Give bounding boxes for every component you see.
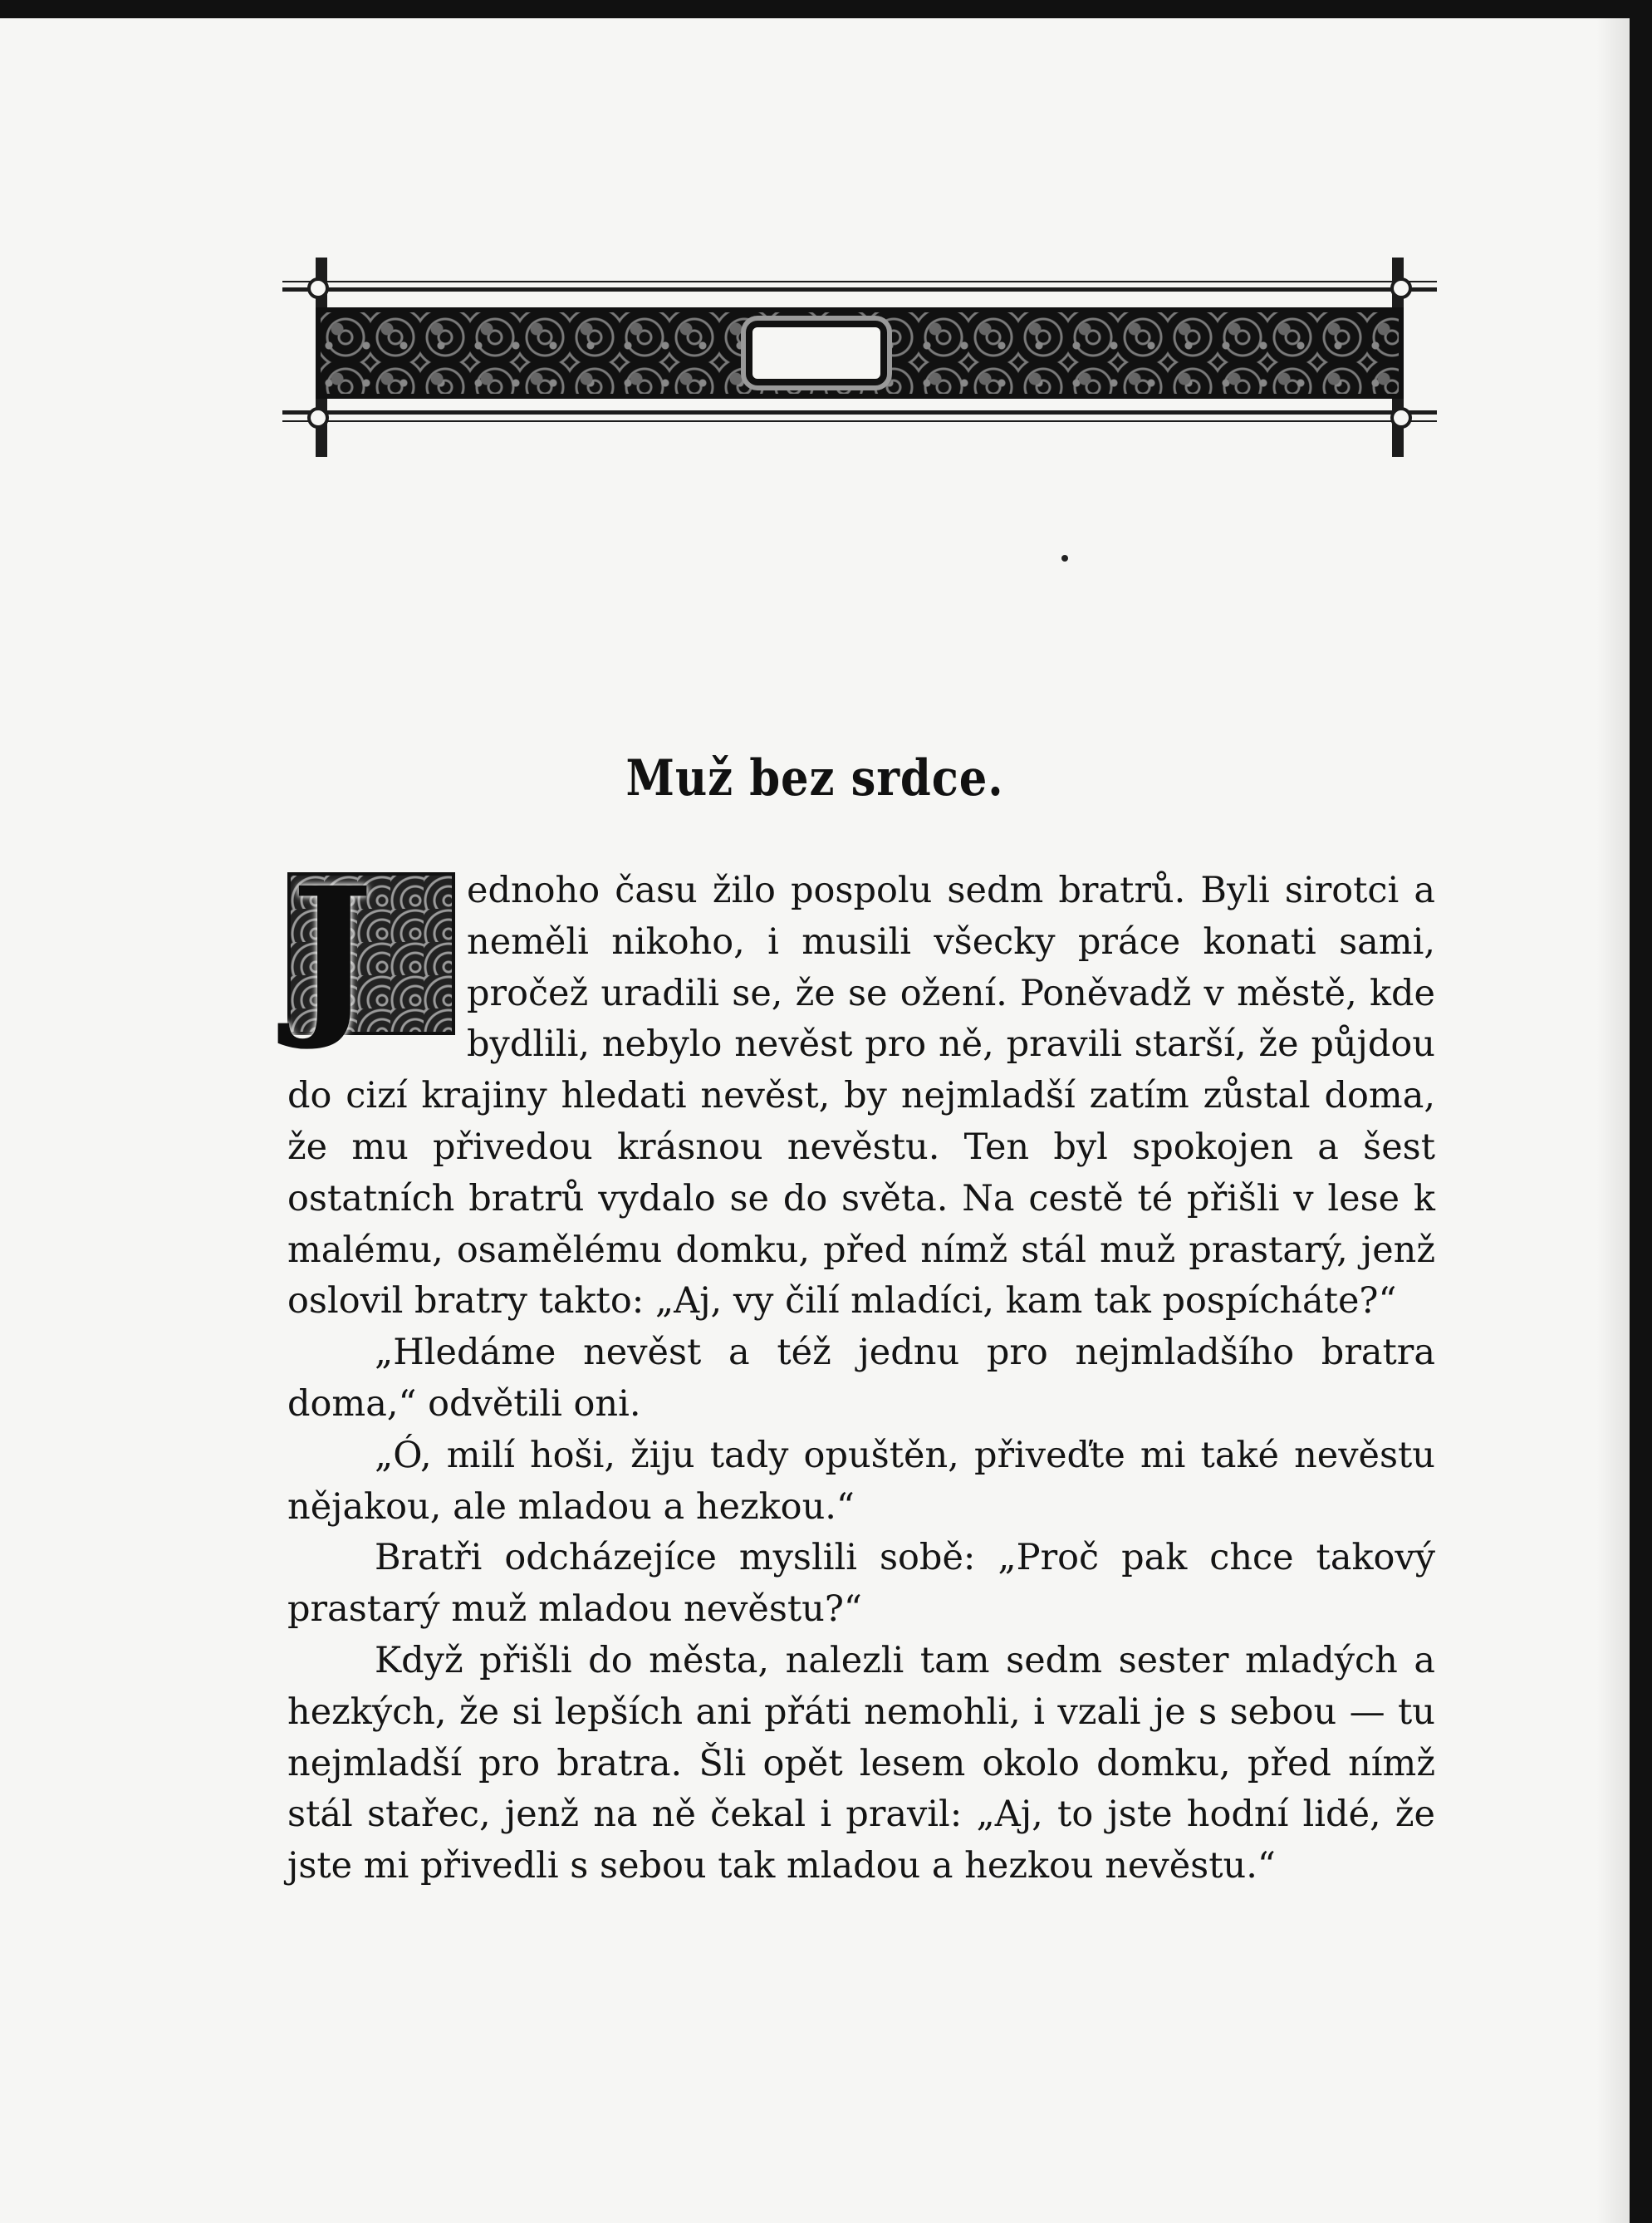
book-page (0, 18, 1630, 2223)
headband-rule (282, 410, 1437, 415)
chapter-text (287, 849, 1435, 1892)
paragraph (287, 849, 1435, 1327)
headband-rule (282, 420, 1437, 422)
headband-knot (1390, 277, 1412, 299)
paragraph: Bratři odcházejíce myslili sobě: „Proč pak chce takový prastarý muž mladou nevěstu?“ (287, 1537, 1435, 1631)
decorated-initial (287, 849, 455, 1054)
initial-letter: J (291, 849, 374, 1054)
headband-knot (1390, 407, 1412, 429)
chapter-title: Muž bez srdce. (625, 749, 1004, 807)
ink-dot (1061, 555, 1068, 562)
headband-knot (307, 277, 329, 299)
headband-rule (282, 281, 1437, 282)
cartouche (746, 321, 887, 385)
paragraph: „Ó, milí hoši, žiju tady opuštěn, přiveďte mi také nevěstu nějakou, ale mladou a hezkou.“ (287, 1434, 1435, 1528)
headband-rule (282, 287, 1437, 292)
headband-knot (307, 407, 329, 429)
paragraph: Když přišli do města, nalezli tam sedm sester mladých a hezkých, že si lepších ani přáti nemohli, i vzali je s sebou — tu nejmladší pro bratra. Šli opět lesem okolo domku, před nímž stál stařec, jenž na ně čekal i pravil: „Aj, to jste hodní lidé, že jste mi přivedli s sebou tak mladou a hezkou nevěstu.“ (287, 1639, 1435, 1887)
paragraph-text: ednoho času žilo pospolu sedm bratrů. Byli sirotci a neměli nikoho, i musili všecky práce konati sami, pročež uradili se, že se ožení. Poněvadž v městě, kde bydlili, nebylo nevěst pro ně, pravili starší, že půjdou do cizí krajiny hledati nevěst, by nejmladší zatím zůstal doma, že mu přivedou krásnou nevěstu. Ten byl spokojen a šest ostatních bratrů vydalo se do světa. Na cestě té přišli v lese k malému, osamělému domku, před nímž stál muž prastarý, jenž oslovil bratry takto: „Aj, vy čilí mladíci, kam tak pospícháte?“ (287, 870, 1435, 1323)
paragraph: „Hledáme nevěst a též jednu pro nejmladšího bratra doma,“ odvětili oni. (287, 1332, 1435, 1425)
ornamental-headband (282, 241, 1437, 465)
